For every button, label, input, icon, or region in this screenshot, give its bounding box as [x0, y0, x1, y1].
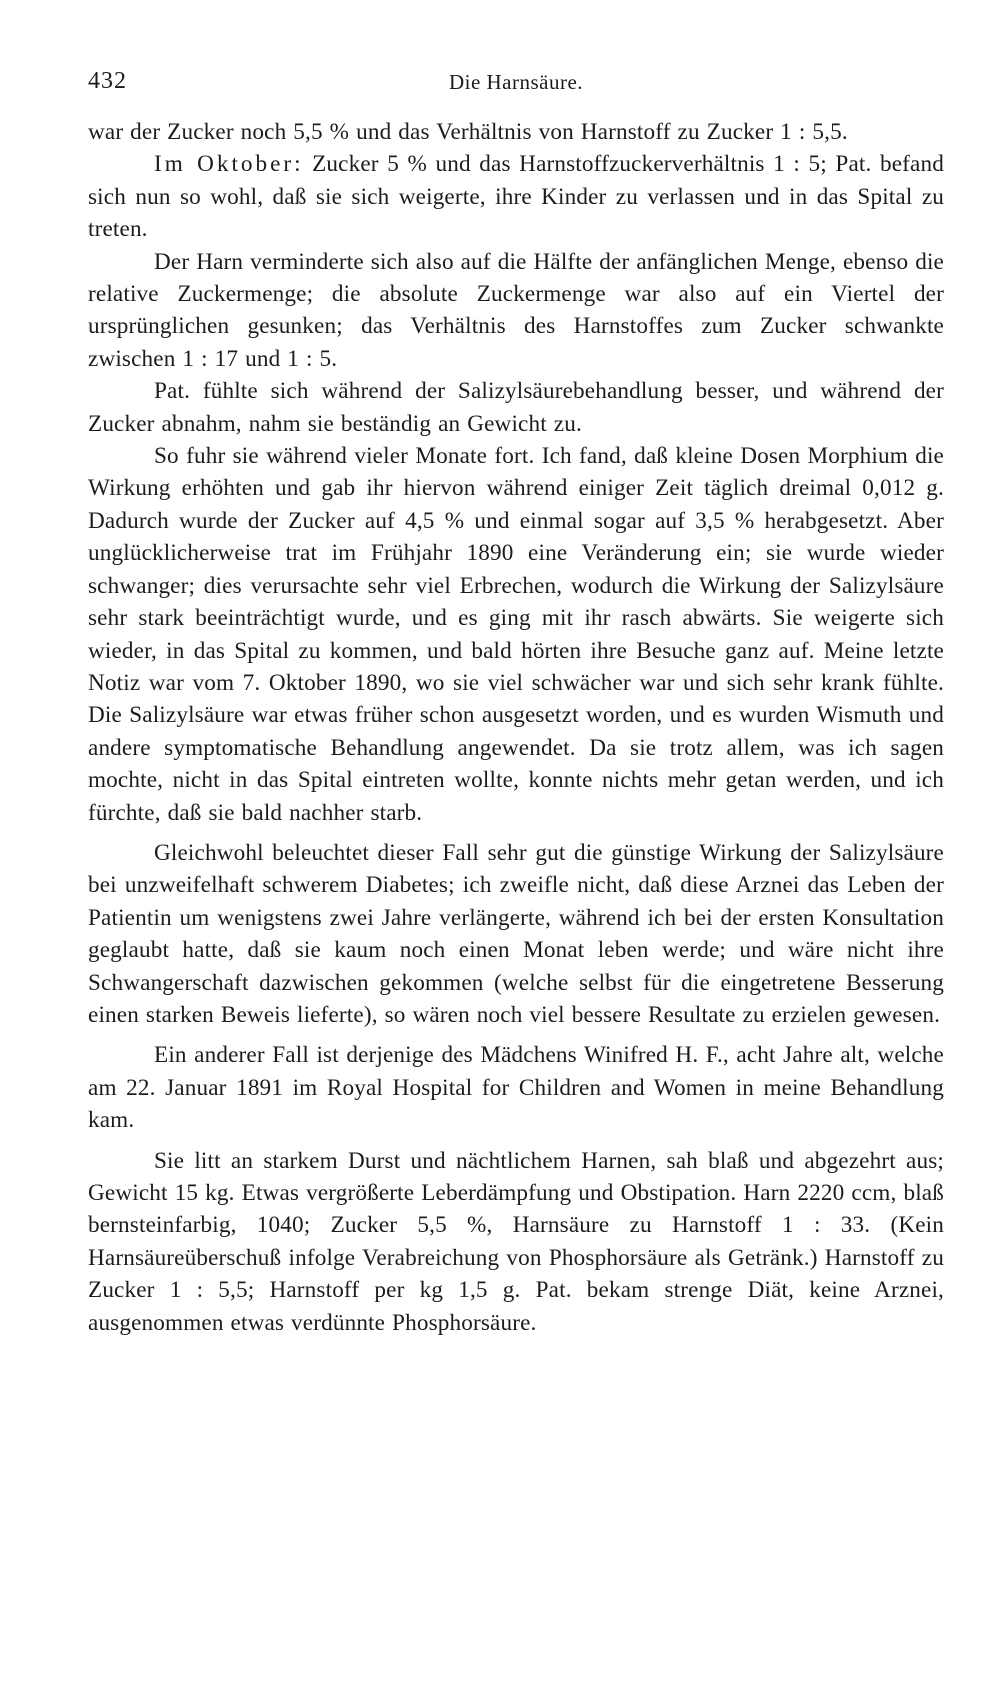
- paragraph-symptoms: Sie litt an starkem Durst und nächtlichem Harnen, sah blaß und abgezehrt aus; Gewicht 15 kg. Etwas vergrößerte Leberdämpfung und Obstipation. Harn 2220 ccm, blaß bernsteinfarbig, 1040; Zucker 5,5 %, Harnsäure zu Harnstoff 1 : 33. (Kein Harnsäureüberschuß infolge Verabreichung von Phosphorsäure als Getränk.) Harnstoff zu Zucker 1 : 5,5; Harnstoff per kg 1,5 g. Pat. bekam strenge Diät, keine Arznei, ausgenommen etwas verdünnte Phosphorsäure.: [88, 1147, 944, 1336]
- paragraph-oktober: [88, 148, 944, 245]
- paragraph-conclusion: Gleichwohl beleuchtet dieser Fall sehr gut die günstige Wirkung der Salizylsäure bei unzweifelhaft schwerem Diabetes; ich zweifle nicht, daß diese Arznei das Leben der Patientin um wenigstens zwei Jahre verlängerte, während ich bei der ersten Konsultation geglaubt hatte, daß sie kaum noch einen Monat leben werde; und wäre nicht ihre Schwangerschaft dazwischen gekommen (welche selbst für die eingetretene Besserung einen starken Beweis lieferte), so wären noch viel bessere Resultate zu erzielen gewesen.: [88, 839, 944, 1028]
- paragraph-continuation: war der Zucker noch 5,5 % und das Verhältnis von Harnstoff zu Zucker 1 : 5,5.: [88, 119, 848, 145]
- page-header: [88, 62, 944, 98]
- running-title: Die Harnsäure.: [448, 70, 584, 94]
- paragraph-second-case: Ein anderer Fall ist derjenige des Mädchens Winifred H. F., acht Jahre alt, welche am 22. Januar 1891 im Royal Hospital for Children and Women in meine Behandlung kam.: [88, 1042, 944, 1134]
- paragraph-course: So fuhr sie während vieler Monate fort. Ich fand, daß kleine Dosen Morphium die Wirkung erhöhten und gab ihr hiervon während einiger Zeit täglich dreimal 0,012 g. Dadurch wurde der Zucker auf 4,5 % und einmal sogar auf 3,5 % herabgesetzt. Aber unglücklicherweise trat im Frühjahr 1890 eine Veränderung ein; sie wurde wieder schwanger; dies verursachte sehr viel Erbrechen, wodurch die Wirkung der Salizylsäure sehr stark beeinträchtigt wurde, und es ging mit ihr rasch abwärts. Sie weigerte sich wieder, in das Spital zu kommen, und bald hörten ihre Besuche ganz auf. Meine letzte Notiz war vom 7. Oktober 1890, wo sie viel schwächer war und sich sehr krank fühlte. Die Salizylsäure war etwas früher schon ausgesetzt worden, und es wurden Wismuth und andere symptomatische Behandlung angewendet. Da sie trotz allem, was ich sagen mochte, nicht in das Spital eintreten wollte, konnte nichts mehr getan werden, und ich fürchte, daß sie bald nachher starb.: [88, 443, 944, 826]
- emphasis-oktober: Im Oktober:: [154, 151, 304, 178]
- paragraph-oktober-text: Zucker 5 % und das Harnstoffzuckerverhältnis 1 : 5; Pat. befand sich nun so wohl, daß sie sich weigerte, ihre Kinder zu verlassen und in das Spital zu treten.: [88, 151, 944, 243]
- paragraph-treatment-effect: Pat. fühlte sich während der Salizylsäurebehandlung besser, und während der Zucker abnahm, nahm sie beständig an Gewicht zu.: [88, 378, 944, 437]
- paragraph-harn-summary: Der Harn verminderte sich also auf die Hälfte der anfänglichen Menge, ebenso die relative Zuckermenge; die absolute Zuckermenge war also auf ein Viertel der ursprünglichen gesunken; das Verhältnis des Harnstoffes zum Zucker schwankte zwischen 1 : 17 und 1 : 5.: [88, 248, 944, 372]
- body-text: [88, 116, 944, 1339]
- page-number: 432: [88, 68, 127, 94]
- book-page: [88, 62, 944, 1339]
